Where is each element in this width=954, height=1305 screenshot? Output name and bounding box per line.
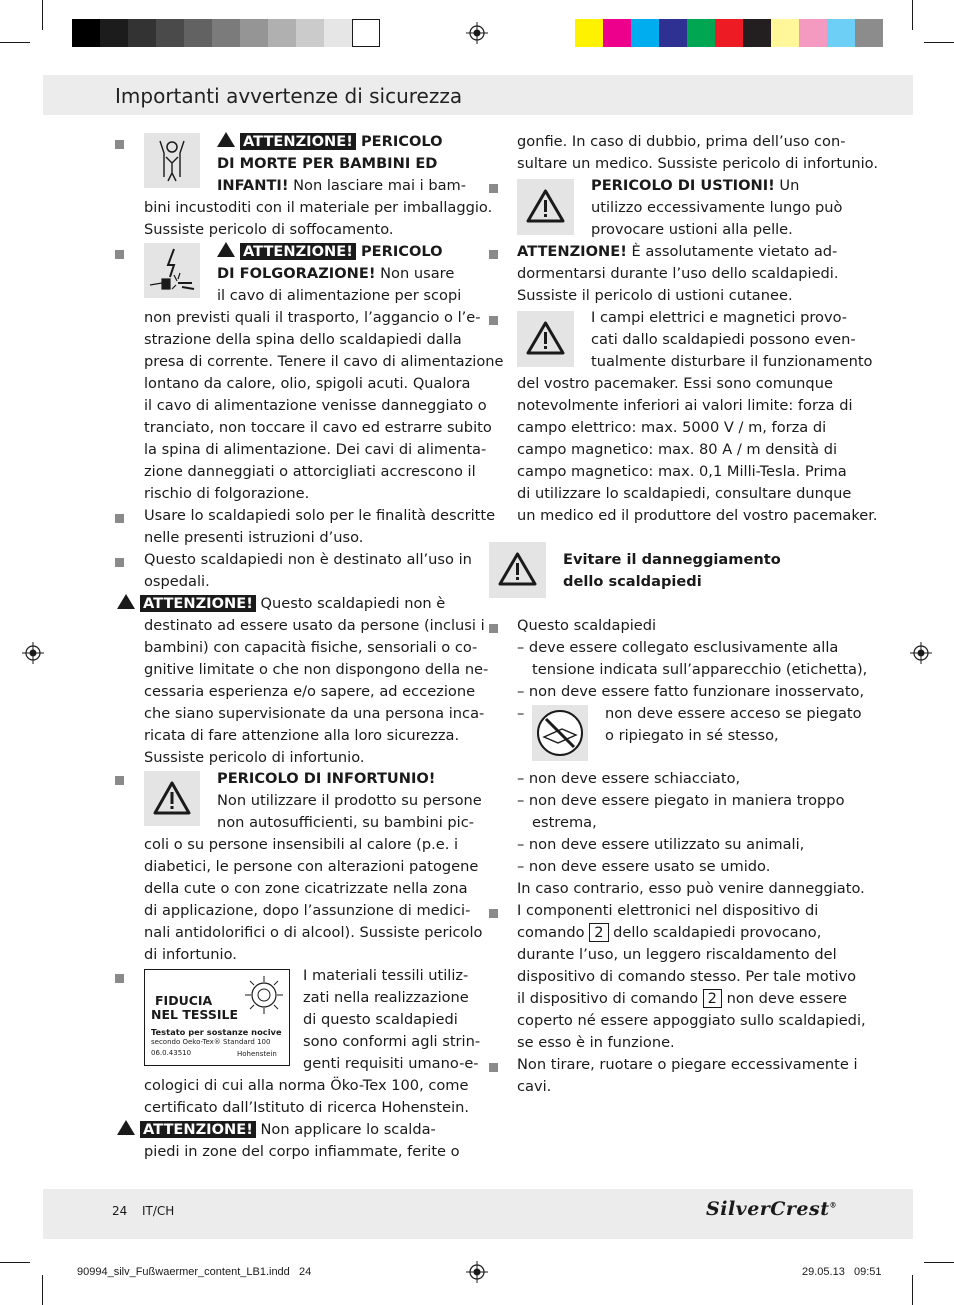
registration-mark-icon	[466, 22, 488, 44]
color-swatch	[659, 19, 687, 47]
text-line: il cavo di alimentazione venisse danneggiato o	[144, 397, 487, 414]
text-line: di applicazione, dopo l’assunzione di medici-	[144, 902, 471, 919]
bullet	[115, 776, 124, 785]
text-line: – non deve essere schiacciato,	[517, 770, 741, 787]
text-run: Non usare	[375, 265, 455, 282]
text-run: non deve essere	[721, 990, 847, 1007]
color-swatch	[687, 19, 715, 47]
slug-filename: 90994_silv_Fußwaermer_content_LB1.indd 24	[77, 1266, 312, 1278]
brand-logo	[706, 1198, 837, 1220]
oeko-tex-label	[144, 969, 290, 1066]
bullet	[115, 250, 124, 259]
text-line: presa di corrente. Tenere il cavo di alimentazione	[144, 353, 504, 370]
page-number: 24	[112, 1204, 128, 1218]
gray-swatch	[156, 19, 184, 47]
text-line: certificato dall’Istituto di ricerca Hohenstein.	[144, 1099, 470, 1116]
color-swatch	[575, 19, 603, 47]
warning-heading	[591, 175, 799, 197]
text-line	[517, 988, 847, 1010]
text-line: gnitive limitate o che non dispongono della ne-	[144, 661, 489, 678]
bullet	[115, 558, 124, 567]
text-line	[217, 175, 466, 197]
color-swatch	[715, 19, 743, 47]
bullet	[489, 909, 498, 918]
text-line: Questo scaldapiedi	[517, 617, 657, 634]
text-bold: PERICOLO DI USTIONI!	[591, 177, 775, 194]
text-run: Non lasciare mai i bam-	[288, 177, 467, 194]
text-line: zati nella realizzazione	[303, 989, 469, 1006]
warning-triangle-icon	[117, 1120, 135, 1135]
text-line: di infortunio.	[144, 946, 237, 963]
text-line: DI MORTE PER BAMBINI ED	[217, 155, 438, 172]
text-line: nelle presenti istruzioni d’uso.	[144, 529, 364, 546]
text-line: Usare lo scaldapiedi solo per le finalità descritte	[144, 507, 496, 524]
color-swatch	[799, 19, 827, 47]
bullet	[115, 974, 124, 983]
text-line	[517, 922, 821, 944]
warning-triangle-icon	[217, 132, 235, 147]
attention-label: ATTENZIONE!	[140, 595, 256, 612]
part-number-badge: 2	[589, 923, 608, 942]
text-line: rischio di folgorazione.	[144, 485, 310, 502]
text-line: sono conformi agli strin-	[303, 1033, 481, 1050]
text-line: destinato ad essere usato da persone (inclusi i	[144, 617, 485, 634]
text-line	[217, 263, 454, 285]
gray-swatch	[72, 19, 100, 47]
attention-label: ATTENZIONE!	[240, 133, 356, 150]
text-bold: DI FOLGORAZIONE!	[217, 265, 376, 282]
text-line: cessaria esperienza e/o sapere, ad eccezione	[144, 683, 476, 700]
text-line: tualmente disturbare il funzionamento	[591, 353, 873, 370]
text-line: provocare ustioni alla pelle.	[591, 221, 793, 238]
text-line: coli o su persone insensibili al calore (p.e. i	[144, 836, 459, 853]
gray-swatch	[212, 19, 240, 47]
warning-heading: PERICOLO DI INFORTUNIO!	[217, 770, 436, 787]
text-line: – non deve essere utilizzato su animali,	[517, 836, 805, 853]
text-run: comando	[517, 924, 590, 941]
oeko-title: FIDUCIA	[155, 993, 213, 1008]
color-swatch	[743, 19, 771, 47]
oeko-institute: Hohenstein	[237, 1050, 277, 1058]
text-line: cavi.	[517, 1078, 552, 1095]
bullet	[489, 624, 498, 633]
warning-triangle-icon	[517, 311, 574, 367]
text-line: estrema,	[532, 814, 597, 831]
text-line: genti requisiti umano-e-	[303, 1055, 479, 1072]
brand-name: SilverCrest	[706, 1198, 830, 1220]
oeko-subtitle: Testato per sostanze nocive	[151, 1027, 282, 1037]
text-line: o ripiegato in sé stesso,	[605, 727, 779, 744]
text-line: tensione indicata sull’apparecchio (etichetta),	[532, 661, 868, 678]
gray-swatch	[184, 19, 212, 47]
color-swatch	[603, 19, 631, 47]
warning-triangle-icon	[489, 542, 546, 598]
text-line: Sussiste pericolo di infortunio.	[144, 749, 365, 766]
registration-mark-icon	[910, 642, 932, 664]
warning-heading	[217, 131, 443, 153]
text-line: cati dallo scaldapiedi possono even-	[591, 331, 856, 348]
electric-shock-icon	[144, 243, 200, 298]
text-line: – deve essere collegato esclusivamente alla	[517, 639, 839, 656]
text-line: Non utilizzare il prodotto su persone	[217, 792, 482, 809]
text-line: notevolmente inferiori ai valori limite: forza di	[517, 397, 853, 414]
text-line: – non deve essere usato se umido.	[517, 858, 771, 875]
text-line: ospedali.	[144, 573, 210, 590]
color-swatch	[827, 19, 855, 47]
text-run: dello scaldapiedi provocano,	[608, 924, 822, 941]
oeko-tex-logo-icon	[243, 974, 285, 1016]
color-swatch	[855, 19, 883, 47]
bullet	[115, 514, 124, 523]
gray-swatch	[240, 19, 268, 47]
text-line: sultare un medico. Sussiste pericolo di infortunio.	[517, 155, 878, 172]
text-line: –	[517, 705, 525, 722]
text-run: il dispositivo di comando	[517, 990, 703, 1007]
color-swatch	[771, 19, 799, 47]
text-line: della cute o con zone cicatrizzate nella zona	[144, 880, 468, 897]
text-line: coperto né essere appoggiato sullo scaldapiedi,	[517, 1012, 866, 1029]
text-run: Un	[774, 177, 800, 194]
warning-heading	[117, 1119, 436, 1141]
gray-swatch	[268, 19, 296, 47]
text-line: I campi elettrici e magnetici provo-	[591, 309, 848, 326]
trademark: ®	[829, 1200, 837, 1210]
text-line: I materiali tessili utiliz-	[303, 967, 469, 984]
oeko-standard: secondo Oeko-Tex® Standard 100	[151, 1038, 271, 1046]
bullet	[489, 250, 498, 259]
text-run: È assolutamente vietato ad-	[626, 243, 838, 260]
text-line: lontano da calore, olio, spigoli acuti. Qualora	[144, 375, 471, 392]
locale-label: IT/CH	[142, 1204, 175, 1218]
text-line: nali antidolorifici o di alcool). Sussiste pericolo	[144, 924, 483, 941]
text-bold: INFANTI!	[217, 177, 289, 194]
gray-swatch	[100, 19, 128, 47]
text-line: gonfie. In caso di dubbio, prima dell’uso con-	[517, 133, 846, 150]
text-line: di utilizzare lo scaldapiedi, consultare dunque	[517, 485, 852, 502]
text-line: ricata di fare attenzione alla loro sicurezza.	[144, 727, 460, 744]
text-bold: ATTENZIONE!	[517, 243, 627, 260]
warning-heading	[117, 593, 445, 615]
text-line: che siano supervisionate da una persona inca-	[144, 705, 485, 722]
text-line: non autosufficienti, su bambini pic-	[217, 814, 475, 831]
gray-swatch	[324, 19, 352, 47]
gray-swatch	[128, 19, 156, 47]
text-line: zione danneggiati o attorcigliati accrescono il	[144, 463, 476, 480]
bullet	[489, 316, 498, 325]
section-heading: dello scaldapiedi	[563, 573, 702, 590]
text-line: Sussiste il pericolo di ustioni cutanee.	[517, 287, 793, 304]
oeko-cert-number: 06.0.43510	[151, 1049, 192, 1057]
text-line: dispositivo di comando stesso. Per tale motivo	[517, 968, 857, 985]
page-title: Importanti avvertenze di sicurezza	[115, 84, 463, 108]
text-line: tranciato, non toccare il cavo ed estrarre subito	[144, 419, 492, 436]
text-line: cologici di cui alla norma Öko-Tex 100, come	[144, 1077, 469, 1094]
warning-triangle-icon	[144, 771, 200, 826]
color-swatch	[631, 19, 659, 47]
text-line: se esso è in funzione.	[517, 1034, 675, 1051]
section-heading: Evitare il danneggiamento	[563, 551, 781, 568]
attention-label: ATTENZIONE!	[140, 1121, 256, 1138]
text-line: – non deve essere fatto funzionare inosservato,	[517, 683, 865, 700]
text-line: non previsti quali il trasporto, l’aggancio o l’e-	[144, 309, 481, 326]
text-line: non deve essere acceso se piegato	[605, 705, 862, 722]
registration-mark-icon	[22, 642, 44, 664]
text-line: Sussiste pericolo di soffocamento.	[144, 221, 394, 238]
slug-date: 29.05.13 09:51	[802, 1266, 882, 1278]
text-line: un medico ed il produttore del vostro pacemaker.	[517, 507, 878, 524]
gray-swatch	[352, 19, 380, 47]
oeko-title: NEL TESSILE	[151, 1007, 238, 1022]
text-line: Questo scaldapiedi non è destinato all’uso in	[144, 551, 472, 568]
text-line: dormentarsi durante l’uso dello scaldapiedi.	[517, 265, 839, 282]
text-line: Non tirare, ruotare o piegare eccessivamente i	[517, 1056, 858, 1073]
text-line: bambini) con capacità fisiche, sensoriali o co-	[144, 639, 478, 656]
text-run: Non applicare lo scalda-	[255, 1121, 436, 1138]
text-line: strazione della spina dello scaldapiedi dalla	[144, 331, 462, 348]
bullet	[115, 140, 124, 149]
warning-text: PERICOLO	[355, 133, 443, 150]
bullet	[489, 1063, 498, 1072]
warning-triangle-icon	[117, 594, 135, 609]
text-run: Questo scaldapiedi non è	[255, 595, 446, 612]
text-line: utilizzo eccessivamente lungo può	[591, 199, 843, 216]
text-line	[517, 241, 837, 263]
text-line: – non deve essere piegato in maniera troppo	[517, 792, 845, 809]
attention-label: ATTENZIONE!	[240, 243, 356, 260]
text-line: I componenti elettronici nel dispositivo di	[517, 902, 819, 919]
child-in-bag-icon	[144, 133, 200, 188]
text-line: del vostro pacemaker. Essi sono comunque	[517, 375, 833, 392]
text-line: di questo scaldapiedi	[303, 1011, 458, 1028]
text-line: campo magnetico: max. 0,1 Milli-Tesla. Prima	[517, 463, 847, 480]
text-line: bini incustoditi con il materiale per imballaggio.	[144, 199, 493, 216]
text-line: campo elettrico: max. 5000 V / m, forza di	[517, 419, 827, 436]
text-line: diabetici, le persone con alterazioni patogene	[144, 858, 479, 875]
registration-mark-icon	[466, 1261, 488, 1283]
part-number-badge: 2	[703, 989, 722, 1008]
text-line: durante l’uso, un leggero riscaldamento del	[517, 946, 837, 963]
no-fold-icon	[532, 705, 588, 761]
warning-triangle-icon	[217, 242, 235, 257]
text-line: il cavo di alimentazione per scopi	[217, 287, 462, 304]
warning-heading	[217, 241, 443, 263]
text-line: la spina di alimentazione. Dei cavi di alimenta-	[144, 441, 487, 458]
warning-text: PERICOLO	[355, 243, 443, 260]
text-line: In caso contrario, esso può venire danneggiato.	[517, 880, 865, 897]
warning-triangle-icon	[517, 179, 574, 235]
bullet	[489, 184, 498, 193]
text-line: piedi in zone del corpo infiammate, ferite o	[144, 1143, 460, 1160]
text-line: campo magnetico: max. 80 A / m densità di	[517, 441, 838, 458]
gray-swatch	[296, 19, 324, 47]
